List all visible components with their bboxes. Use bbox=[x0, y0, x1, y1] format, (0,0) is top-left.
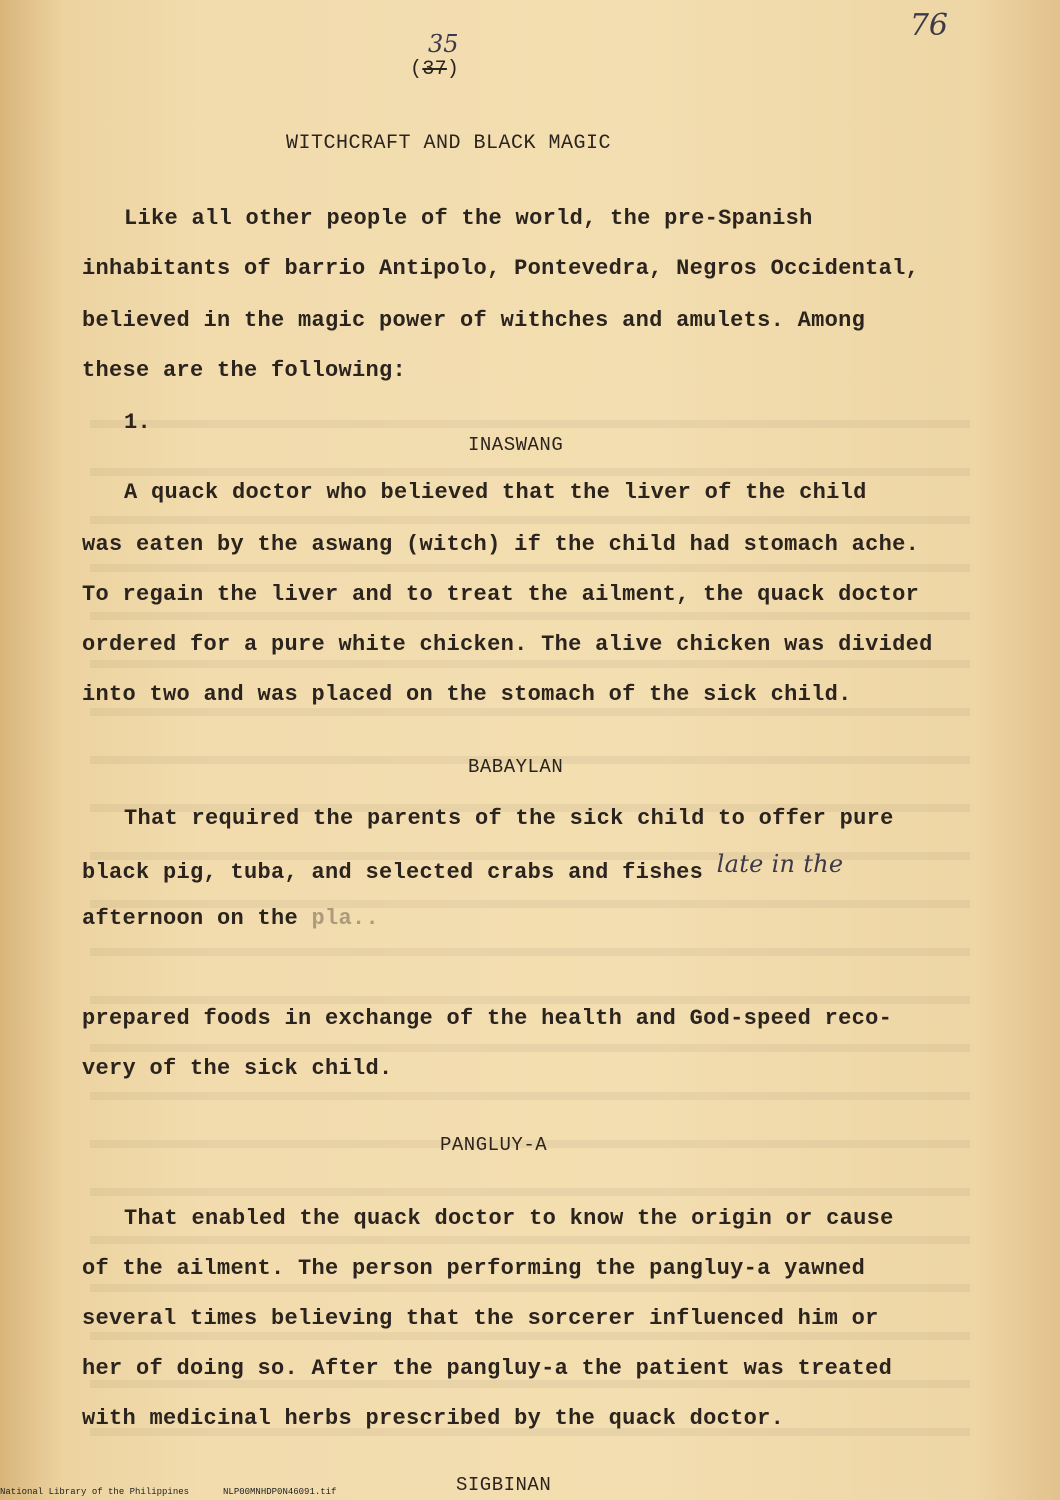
paragraph-line: prepared foods in exchange of the health and God-speed reco- bbox=[82, 1006, 893, 1031]
paragraph-line: very of the sick child. bbox=[82, 1056, 393, 1081]
page-number-close: ) bbox=[446, 58, 460, 81]
paragraph-line-typed: black pig, tuba, and selected crabs and fishes bbox=[82, 860, 717, 885]
item-number: 1. bbox=[124, 410, 152, 435]
paragraph-line: ordered for a pure white chicken. The alive chicken was divided bbox=[82, 632, 933, 657]
paragraph-line: her of doing so. After the pangluy-a the patient was treated bbox=[82, 1356, 893, 1381]
section-heading-inaswang: INASWANG bbox=[468, 434, 564, 456]
section-heading-babaylan: BABAYLAN bbox=[468, 756, 564, 778]
paragraph-line bbox=[82, 850, 844, 885]
intro-line: believed in the magic power of withches and amulets. Among bbox=[82, 308, 866, 333]
scan-footer bbox=[0, 1487, 370, 1497]
paragraph-line: several times believing that the sorcerer influenced him or bbox=[82, 1306, 879, 1331]
intro-line: inhabitants of barrio Antipolo, Pontevedra, Negros Occidental, bbox=[82, 256, 920, 281]
intro-line: these are the following: bbox=[82, 358, 407, 383]
page-number-old: 37 bbox=[422, 58, 447, 81]
paragraph-line: into two and was placed on the stomach of the sick child. bbox=[82, 682, 852, 707]
paragraph-line-typed: afternoon on the bbox=[82, 906, 312, 931]
faded-text: pla.. bbox=[311, 906, 380, 931]
paragraph-line: was eaten by the aswang (witch) if the child had stomach ache. bbox=[82, 532, 920, 557]
page-number bbox=[410, 58, 459, 81]
handwritten-insert: late in the bbox=[716, 850, 844, 878]
footer-file: NLP00MNHDP0N46091.tif bbox=[223, 1487, 337, 1497]
paragraph-line: That required the parents of the sick child to offer pure bbox=[124, 806, 894, 831]
section-heading-sigbinan: SIGBINAN bbox=[456, 1474, 552, 1496]
intro-line: Like all other people of the world, the pre-Spanish bbox=[124, 206, 813, 231]
paragraph-line bbox=[82, 906, 379, 931]
handwritten-page-number-new: 35 bbox=[428, 30, 459, 58]
paragraph-line: That enabled the quack doctor to know the origin or cause bbox=[124, 1206, 894, 1231]
section-heading-pangluy-a: PANGLUY-A bbox=[440, 1134, 548, 1156]
page-number-open: ( bbox=[410, 58, 423, 81]
paragraph-line: To regain the liver and to treat the ailment, the quack doctor bbox=[82, 582, 920, 607]
page-title: WITCHCRAFT AND BLACK MAGIC bbox=[286, 132, 612, 155]
handwritten-page-number: 76 bbox=[909, 8, 948, 43]
paragraph-line: with medicinal herbs prescribed by the quack doctor. bbox=[82, 1406, 785, 1431]
paragraph-line: of the ailment. The person performing the pangluy-a yawned bbox=[82, 1256, 866, 1281]
footer-institution: National Library of the Philippines bbox=[0, 1487, 190, 1497]
paragraph-line: A quack doctor who believed that the liver of the child bbox=[124, 480, 867, 505]
